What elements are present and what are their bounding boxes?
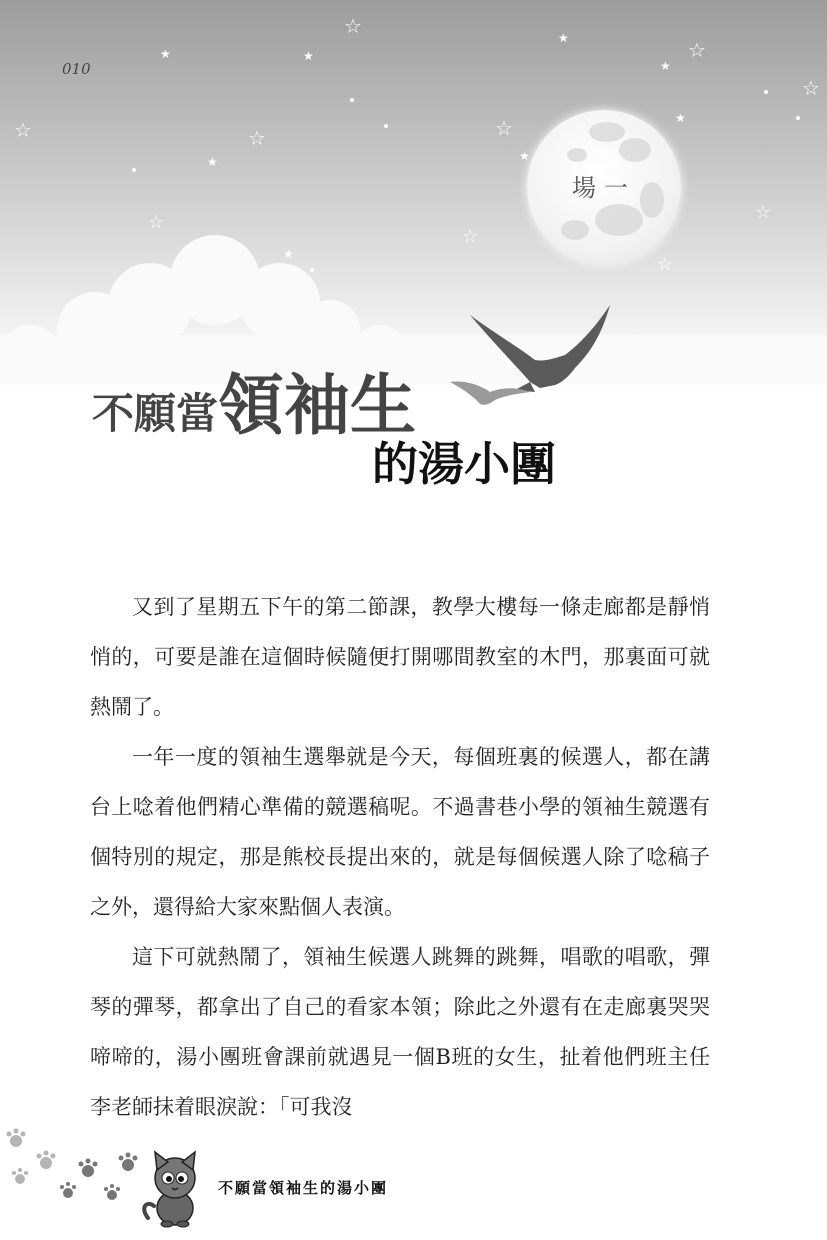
star-dot <box>796 116 800 120</box>
paragraph: 又到了星期五下午的第二節課，教學大樓每一條走廊都是靜悄悄的，可要是誰在這個時候隨便打開哪間教室的木門，那裏面可就熱鬧了。 <box>90 595 710 719</box>
title-emphasis: 領袖生 <box>218 367 417 444</box>
star-icon: ☆ <box>344 14 362 38</box>
chapter-label: 場一 <box>572 174 636 202</box>
star-icon: ☆ <box>755 202 772 223</box>
sky-background <box>0 0 827 380</box>
star-dot <box>310 268 314 272</box>
moon-icon <box>527 110 681 264</box>
running-footer-title: 不願當領袖生的湯小團 <box>218 1179 389 1197</box>
star-icon: ★ <box>160 47 171 61</box>
title-line1 <box>92 352 416 447</box>
star-icon: ☆ <box>248 126 266 150</box>
page-number: 010 <box>62 60 91 78</box>
star-dot <box>764 90 768 94</box>
star-icon: ☆ <box>14 118 32 142</box>
star-dot <box>132 168 136 172</box>
star-icon: ★ <box>660 59 671 73</box>
star-icon: ☆ <box>495 116 513 140</box>
paragraph: 一年一度的領袖生選舉就是今天，每個班裏的候選人，都在講台上唸着他們精心準備的競選稿呢。不過書巷小學的領袖生競選有個特別的規定，那是熊校長提出來的，就是每個候選人除了唸稿子之外，還得給大家來點個人表演。 <box>90 745 710 919</box>
star-icon: ★ <box>283 247 294 261</box>
star-icon: ☆ <box>148 212 165 233</box>
birds-icon <box>445 300 625 420</box>
title-prefix: 不願當 <box>92 389 219 438</box>
star-icon: ★ <box>207 155 218 169</box>
star-icon: ☆ <box>688 38 706 62</box>
chapter-body <box>90 582 710 1132</box>
star-icon: ☆ <box>462 226 479 247</box>
star-dot <box>384 124 388 128</box>
title-line2: 的湯小團 <box>372 437 556 491</box>
cat-mascot-icon <box>140 1148 210 1228</box>
star-icon: ★ <box>519 149 530 163</box>
star-icon: ★ <box>303 49 314 63</box>
star-icon: ★ <box>675 111 686 125</box>
star-icon: ☆ <box>802 76 820 100</box>
paragraph: 這下可就熱鬧了，領袖生候選人跳舞的跳舞，唱歌的唱歌，彈琴的彈琴，都拿出了自己的看家本領；除此之外還有在走廊裏哭哭啼啼的，湯小團班會課前就遇見一個B班的女生，扯着他們班主任李老師抹着眼淚說：「可我沒 <box>90 945 710 1119</box>
paw-prints-icon <box>0 1125 150 1205</box>
star-icon: ☆ <box>657 254 674 275</box>
star-dot <box>350 98 354 102</box>
star-icon: ★ <box>558 31 569 45</box>
